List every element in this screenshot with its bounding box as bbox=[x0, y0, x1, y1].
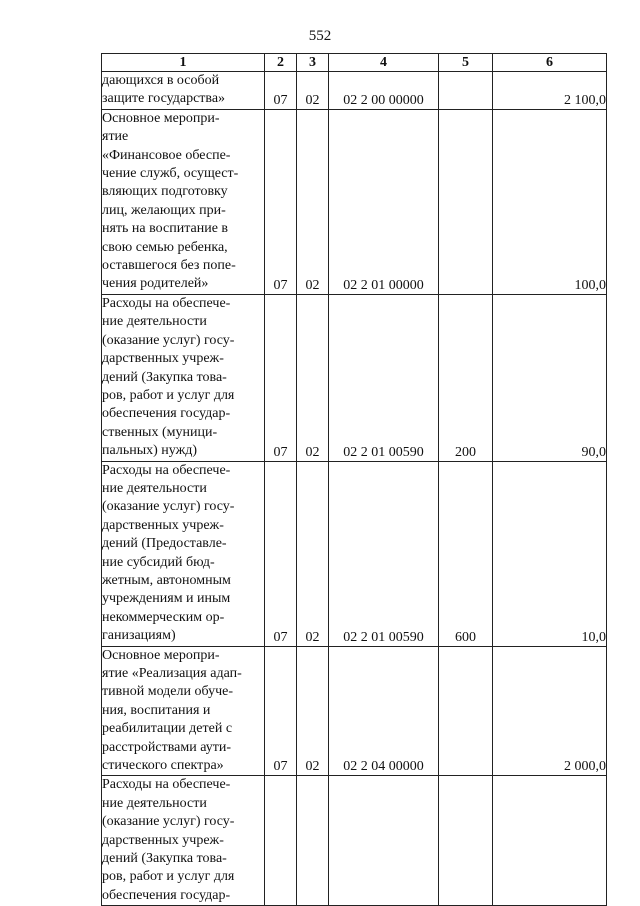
table-row bbox=[102, 776, 607, 906]
column-header-3: 3 bbox=[297, 54, 329, 72]
table-body bbox=[102, 72, 607, 906]
row-target-article: 02 2 01 00000 bbox=[329, 109, 439, 294]
table-row bbox=[102, 294, 607, 461]
row-target-article bbox=[329, 776, 439, 906]
row-amount: 100,0 bbox=[493, 109, 607, 294]
row-amount bbox=[493, 776, 607, 906]
row-expense-type: 600 bbox=[439, 461, 493, 646]
row-amount: 2 100,0 bbox=[493, 72, 607, 110]
row-section bbox=[265, 776, 297, 906]
row-expense-type bbox=[439, 72, 493, 110]
row-expense-type bbox=[439, 776, 493, 906]
row-subsection: 02 bbox=[297, 646, 329, 776]
row-expense-type: 200 bbox=[439, 294, 493, 461]
row-section: 07 bbox=[265, 646, 297, 776]
row-subsection: 02 bbox=[297, 72, 329, 110]
row-subsection: 02 bbox=[297, 109, 329, 294]
row-expense-type bbox=[439, 646, 493, 776]
row-description: дающихся в особой защите государства» bbox=[102, 72, 265, 110]
row-subsection: 02 bbox=[297, 461, 329, 646]
row-target-article: 02 2 01 00590 bbox=[329, 294, 439, 461]
row-expense-type bbox=[439, 109, 493, 294]
row-section: 07 bbox=[265, 109, 297, 294]
header-row bbox=[102, 54, 607, 72]
table-row bbox=[102, 461, 607, 646]
row-target-article: 02 2 04 00000 bbox=[329, 646, 439, 776]
row-description: Основное меропри- ятие «Финансовое обеспе- чение служб, осущест- вляющих подготовку лиц, желающих при- нять на воспитание в свою семью ребенка, оставшегося без попе- чения родителей» bbox=[102, 109, 265, 294]
column-header-5: 5 bbox=[439, 54, 493, 72]
table-header bbox=[102, 54, 607, 72]
column-header-6: 6 bbox=[493, 54, 607, 72]
row-target-article: 02 2 00 00000 bbox=[329, 72, 439, 110]
row-amount: 2 000,0 bbox=[493, 646, 607, 776]
row-subsection: 02 bbox=[297, 294, 329, 461]
row-subsection bbox=[297, 776, 329, 906]
row-target-article: 02 2 01 00590 bbox=[329, 461, 439, 646]
row-section: 07 bbox=[265, 72, 297, 110]
row-section: 07 bbox=[265, 294, 297, 461]
table-row bbox=[102, 72, 607, 110]
column-header-4: 4 bbox=[329, 54, 439, 72]
row-description: Расходы на обеспече- ние деятельности (оказание услуг) госу- дарственных учреж- дений (Предоставле- ние субсидий бюд- жетным, автономным учреждениям и иным некоммерческим ор- ганизациям) bbox=[102, 461, 265, 646]
row-amount: 90,0 bbox=[493, 294, 607, 461]
page-number: 552 bbox=[308, 28, 332, 44]
row-description: Основное меропри- ятие «Реализация адап- тивной модели обуче- ния, воспитания и реабилитации детей с расстройствами аути- стического спектра» bbox=[102, 646, 265, 776]
budget-table bbox=[101, 53, 607, 906]
row-section: 07 bbox=[265, 461, 297, 646]
row-description: Расходы на обеспече- ние деятельности (оказание услуг) госу- дарственных учреж- дений (Закупка това- ров, работ и услуг для обеспечения государ- ственных (муници- пальных) нужд) bbox=[102, 294, 265, 461]
column-header-2: 2 bbox=[265, 54, 297, 72]
row-amount: 10,0 bbox=[493, 461, 607, 646]
column-header-1: 1 bbox=[102, 54, 265, 72]
table-row bbox=[102, 646, 607, 776]
table-row bbox=[102, 109, 607, 294]
row-description: Расходы на обеспече- ние деятельности (оказание услуг) госу- дарственных учреж- дений (Закупка това- ров, работ и услуг для обеспечения государ- bbox=[102, 776, 265, 906]
